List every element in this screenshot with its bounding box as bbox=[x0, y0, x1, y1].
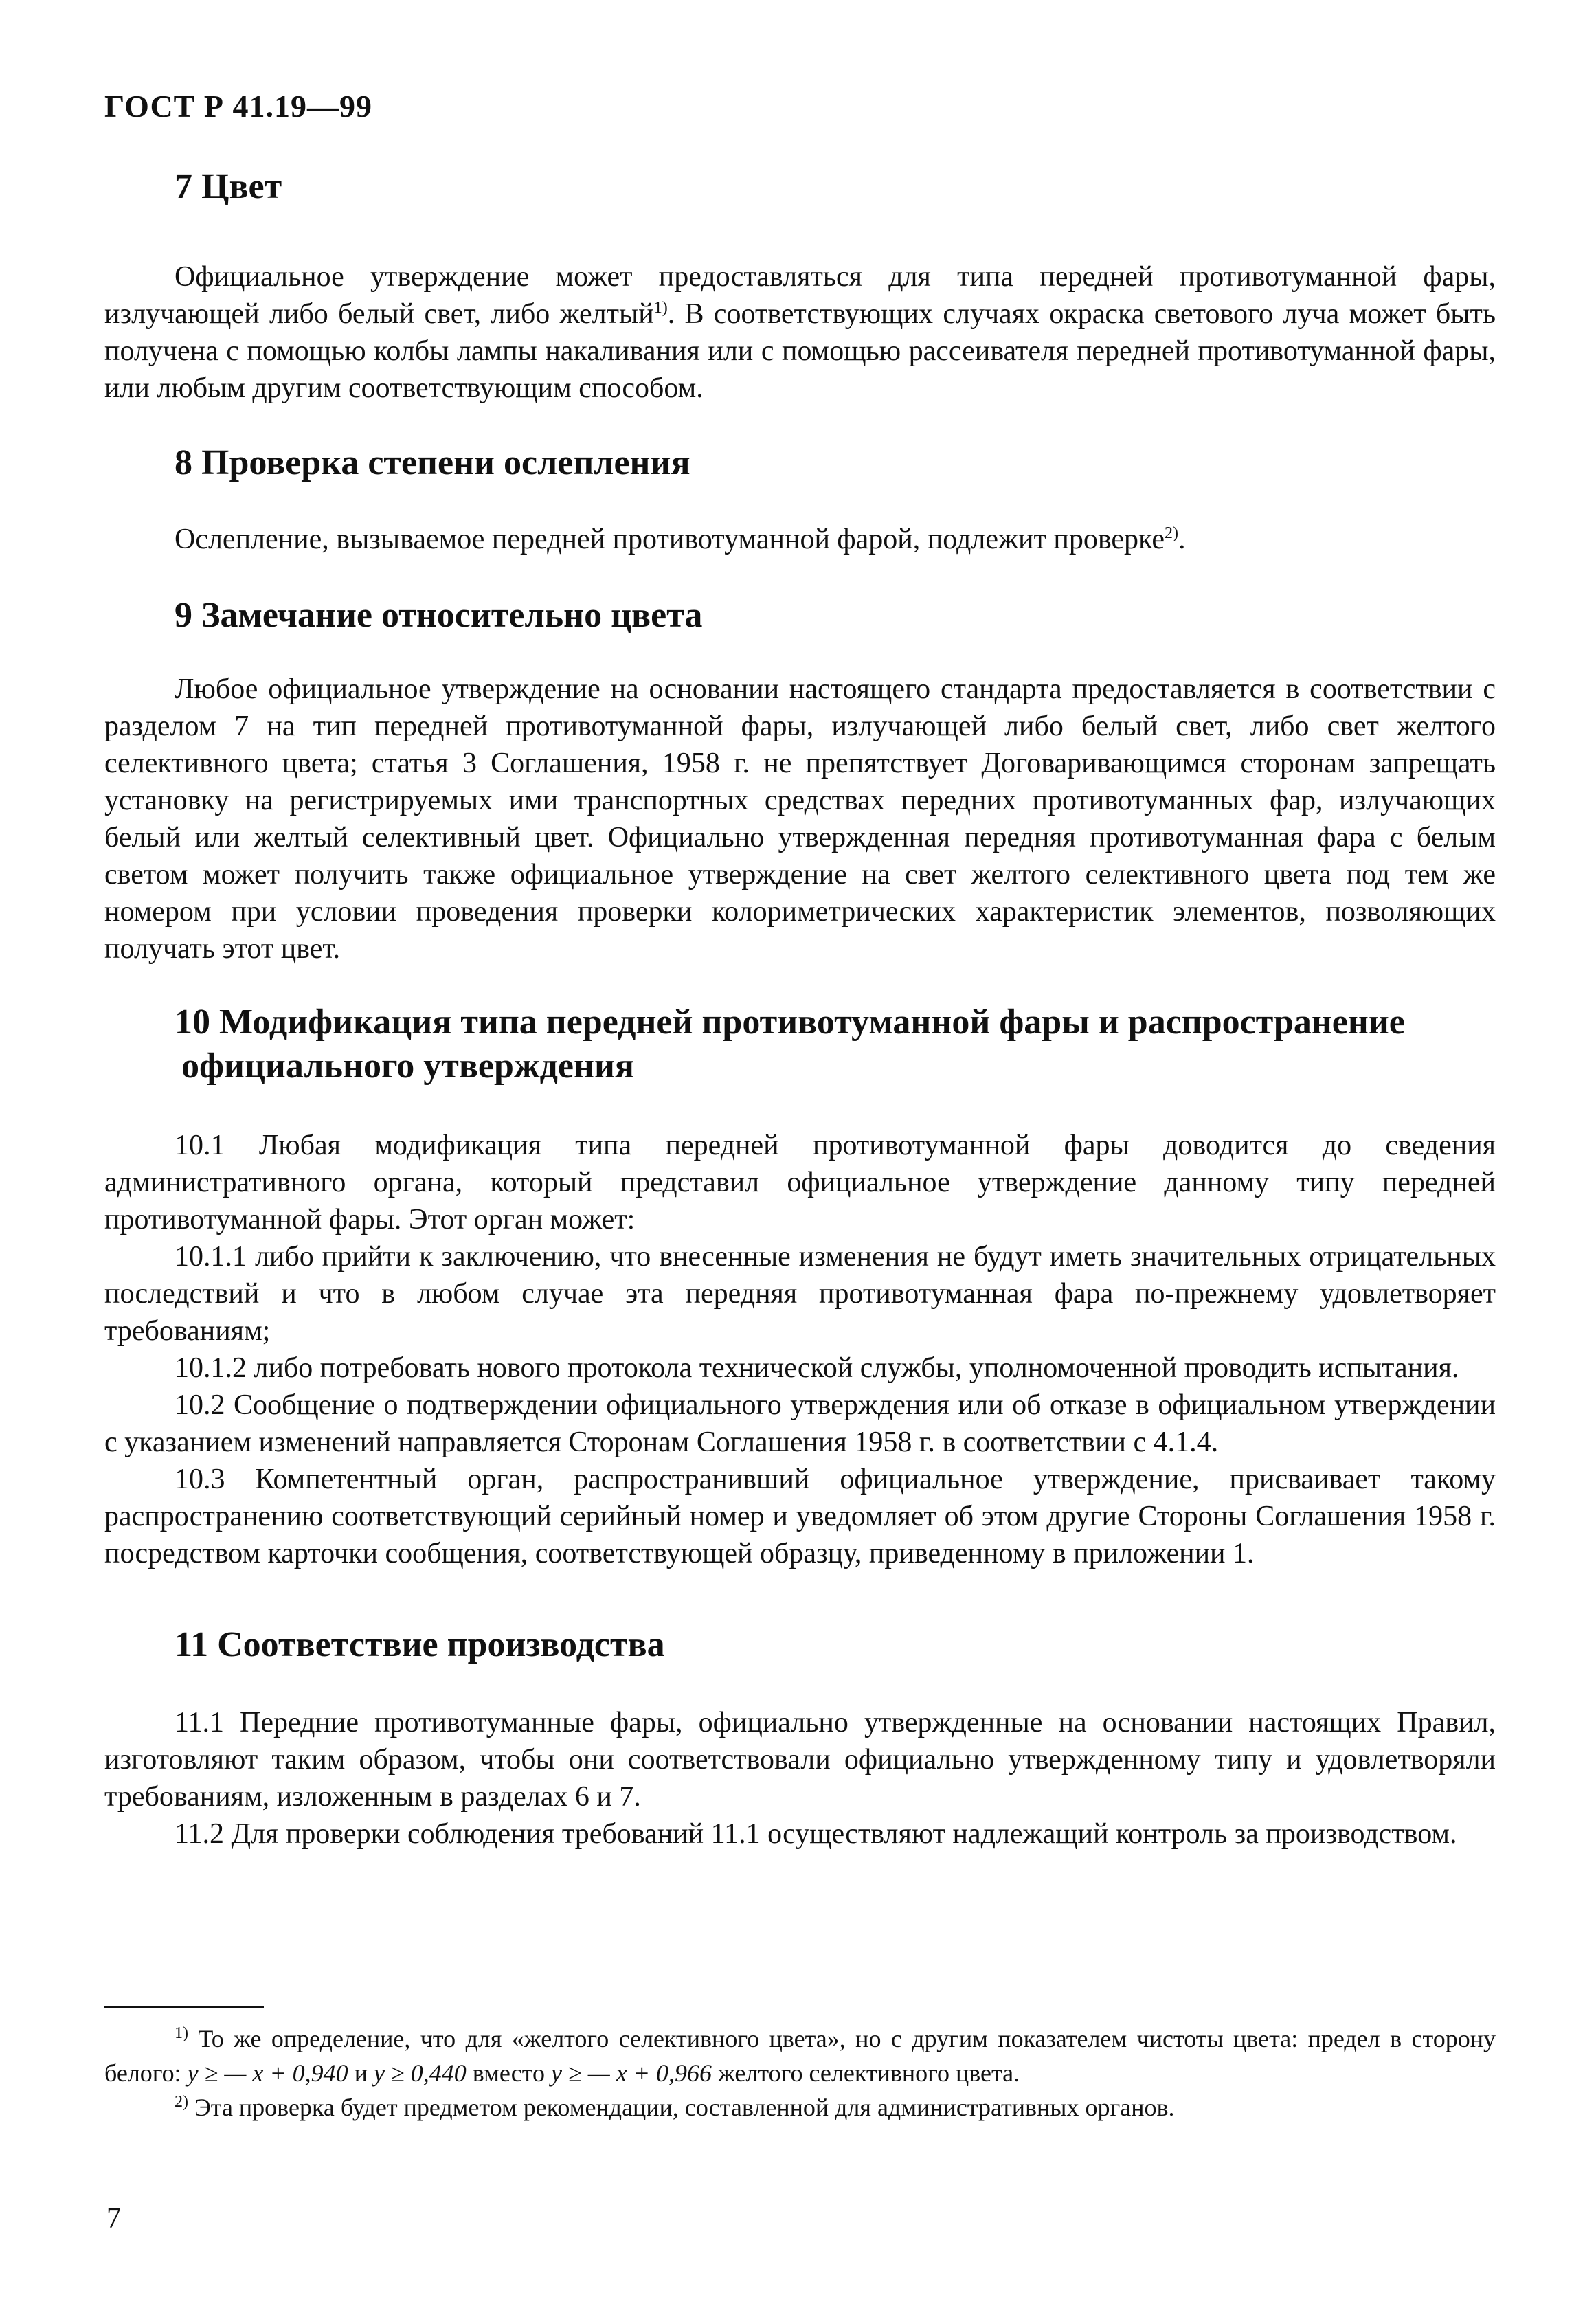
clause-11-1: 11.1 Передние противотуманные фары, официально утвержденные на основании настоящих Правил, изготовляют таким образом, чтобы они соответствовали официально утвержденному типу и удовлетворяли требованиям, изложенным в разделах 6 и 7. bbox=[104, 1707, 1496, 1813]
footnotes bbox=[104, 2022, 1496, 2125]
section-9 bbox=[104, 594, 1496, 967]
clause-10-3: 10.3 Компетентный орган, распространивший официальное утверждение, присваивает такому распространению соответствующий серийный номер и уведомляет об этом другие Стороны Соглашения 1958 г. посредством карточки сообщения, соответствующей образцу, приведенному в приложении 1. bbox=[104, 1464, 1496, 1569]
footnote-1 bbox=[104, 2022, 1496, 2090]
section-7 bbox=[104, 165, 1496, 407]
section-7-paragraph bbox=[104, 258, 1496, 407]
clause-10-1-1: 10.1.1 либо прийти к заключению, что внесенные изменения не будут иметь значительных отрицательных последствий и что в любом случае эта передняя противотуманная фара по-прежнему удовлетворяет требованиям; bbox=[104, 1241, 1496, 1347]
clause-11-2: 11.2 Для проверки соблюдения требований 11.1 осуществляют надлежащий контроль за производством. bbox=[175, 1818, 1457, 1850]
section-10-title-line-2: официального утверждения bbox=[181, 1046, 635, 1086]
clause-10-2: 10.2 Сообщение о подтверждении официального утверждения или об отказе в официальном утверждении с указанием изменений направляется Сторонам Соглашения 1958 г. в соответствии с 4.1.4. bbox=[104, 1389, 1496, 1458]
text-fragment: . bbox=[1178, 524, 1186, 555]
page-number: 7 bbox=[106, 2203, 121, 2235]
section-8-paragraph bbox=[104, 521, 1496, 558]
document-code-header: ГОСТ Р 41.19—99 bbox=[104, 89, 372, 124]
footnote-2 bbox=[104, 2090, 1496, 2125]
text-fragment: вместо bbox=[466, 2059, 551, 2087]
section-8-title: 8 Проверка степени ослепления bbox=[175, 443, 690, 482]
document-body bbox=[104, 165, 1496, 1852]
text-fragment: желтого селективного цвета. bbox=[712, 2059, 1020, 2087]
text-fragment: и bbox=[348, 2059, 374, 2087]
text-fragment: То же определение, что для «желтого селективного цвета», но с другим показателем чистоты цвета: предел в сторону белого: bbox=[104, 2025, 1496, 2087]
text-fragment: Ослепление, вызываемое передней противотуманной фарой, подлежит проверке bbox=[175, 524, 1165, 555]
footnote-divider bbox=[104, 2006, 264, 2008]
section-11-title: 11 Соответствие производства bbox=[175, 1625, 665, 1664]
formula: y ≥ — x + 0,966 bbox=[550, 2059, 712, 2087]
section-10 bbox=[104, 1000, 1496, 1572]
formula: y ≥ 0,440 bbox=[373, 2059, 467, 2087]
text-fragment: Эта проверка будет предметом рекомендации, составленной для административных органов. bbox=[188, 2094, 1175, 2121]
footnote-ref-1[interactable]: 1) bbox=[653, 299, 668, 317]
section-11 bbox=[104, 1623, 1496, 1852]
footnote-2-mark: 2) bbox=[175, 2093, 188, 2111]
footnote-ref-2[interactable]: 2) bbox=[1165, 524, 1179, 542]
footnote-1-mark: 1) bbox=[175, 2024, 188, 2042]
text-fragment: . В соответствующих случаях окраска светового луча может быть получена с помощью колбы лампы накаливания или с помощью рассеивателя передней противотуманной фары, или любым другим соответствующим способом. bbox=[104, 298, 1496, 404]
section-9-title: 9 Замечание относительно цвета bbox=[175, 596, 703, 635]
clause-10-1-2: 10.1.2 либо потребовать нового протокола технической службы, уполномоченной проводить испытания. bbox=[175, 1352, 1459, 1384]
section-9-paragraph: Любое официальное утверждение на основании настоящего стандарта предоставляется в соответствии с разделом 7 на тип передней противотуманной фары, излучающей либо белый свет, либо свет желтого селективного цвета; статья 3 Соглашения, 1958 г. не препятствует Договаривающимся сторонам запрещать установку на регистрируемых ими транспортных средствах передних противотуманных фар, излучающих белый или желтый селективный цвет. Официально утвержденная передняя противотуманная фара с белым светом может получить также официальное утверждение на свет желтого селективного цвета под тем же номером при условии проведения проверки колориметрических характеристик элементов, позволяющих получать этот цвет. bbox=[104, 673, 1496, 965]
clause-10-1: 10.1 Любая модификация типа передней противотуманной фары доводится до сведения административного органа, который представил официальное утверждение данному типу передней противотуманной фары. Этот орган может: bbox=[104, 1130, 1496, 1235]
text-fragment: Официальное утверждение может предоставляться для типа передней противотуманной фары, излучающей либо белый свет, либо желтый bbox=[104, 261, 1496, 330]
section-10-title-line-1: 10 Модификация типа передней противотуманной фары и распространение bbox=[175, 1003, 1405, 1042]
formula: y ≥ — x + 0,940 bbox=[187, 2059, 348, 2087]
section-10-title bbox=[175, 1000, 1496, 1088]
section-7-title: 7 Цвет bbox=[175, 167, 282, 206]
section-8 bbox=[104, 441, 1496, 558]
